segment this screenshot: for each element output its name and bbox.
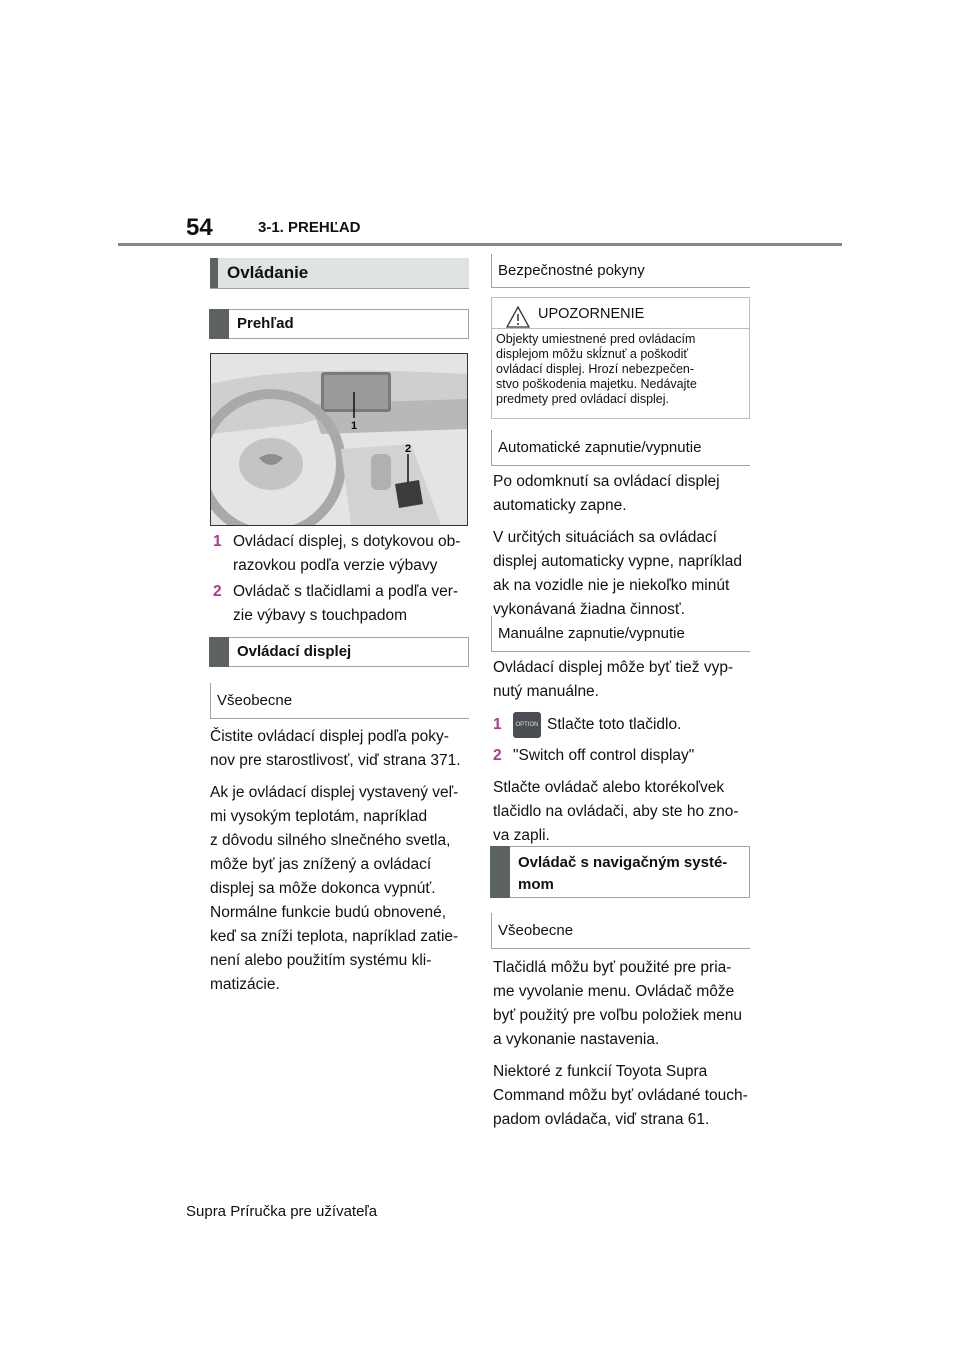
nav-text: Tlačidlá môžu byť použité pre pria- me vyvolanie menu. Ovládač môže byť použitý pre voľbu položiek menu a vykonanie nastavenia. Niektoré z funkcií Toyota Supra Command môžu byť ovládané touch- padom ovládača, viď strana 61. — [493, 959, 748, 1128]
section-title-ovladanie: Ovládanie — [210, 258, 469, 288]
figure-legend — [213, 530, 471, 628]
paragraph-cleaning: Čistite ovládací displej podľa poky- nov pre starostlivosť, viď strana 371. — [210, 728, 461, 769]
legend-item-2: 2 Ovládač s tlačidlami a podľa ver- zie výbavy s touchpadom — [213, 583, 459, 624]
manual-text: Ovládací displej môže byť tiež vyp- nutý manuálne. 1 OPTION Stlačte toto tlačidlo. 2 "Switch off control display" Stlačte ovládač alebo ktorékoľvek tlačidlo na ovládači, aby ste ho zno- va zapli. — [493, 656, 755, 856]
warning-box — [491, 297, 750, 419]
heading-vseobecne-left: Všeobecne — [210, 683, 469, 719]
legend-item-1: 1 Ovládací displej, s dotykovou ob- razovkou podľa verzie výbavy — [213, 533, 461, 574]
dashboard-figure — [210, 353, 468, 526]
heading-vseobecne-right: Všeobecne — [491, 913, 750, 949]
subsection-prehlad: Prehľad — [210, 309, 469, 339]
subsection-ovladaci-displej: Ovládací displej — [210, 637, 469, 667]
dashboard-illustration — [211, 354, 467, 525]
footer-text: Supra Príručka pre užívateľa — [186, 1203, 378, 1220]
chapter-title: 3-1. PREHĽAD — [258, 219, 361, 236]
subsection-ovladac-navigacia: Ovládač s navigačným systé- mom — [491, 846, 750, 898]
auto-text: Po odomknutí sa ovládací displej automaticky zapne. V určitých situáciách sa ovládací displej automaticky vypne, napríklad ak na vozidle nie je niekoľko minút vykonávaná žiadna činnosť. — [493, 473, 742, 618]
callout-2: 2 — [405, 443, 412, 455]
warning-title: UPOZORNENIE — [538, 306, 645, 322]
warning-text: Objekty umiestnené pred ovládacím displejom môžu skĺznuť a poškodiť ovládací displej. Hrozí nebezpečen- stvo poškodenia majetku. Nedávajte predmety pred ovládací displej. — [496, 332, 697, 406]
page-number: 54 — [186, 214, 213, 241]
left-body-text — [210, 725, 472, 1005]
manual-step-1: 1 OPTION Stlačte toto tlačidlo. — [493, 712, 755, 738]
heading-manualne: Manuálne zapnutie/vypnutie — [491, 616, 750, 652]
heading-bezpecnostne-pokyny: Bezpečnostné pokyny — [491, 254, 750, 288]
paragraph-temperature: Ak je ovládací displej vystavený veľ- mi vysokým teplotám, napríklad z dôvodu silného slnečného svetla, môže byť jas znížený a ovládací displej sa môže dokonca vypnúť. Normálne funkcie budú obnovené, keď sa zníži teplota, napríklad zatie- není alebo použitím systému kli- matizácie. — [210, 784, 459, 993]
heading-automaticke: Automatické zapnutie/vypnutie — [491, 430, 750, 466]
callout-1: 1 — [351, 420, 358, 432]
warning-triangle-icon — [506, 306, 530, 328]
header-rule — [118, 243, 842, 246]
section-title-underline — [210, 288, 469, 289]
option-button-icon: OPTION — [513, 712, 541, 738]
manual-step-2: 2 "Switch off control display" — [493, 747, 695, 764]
